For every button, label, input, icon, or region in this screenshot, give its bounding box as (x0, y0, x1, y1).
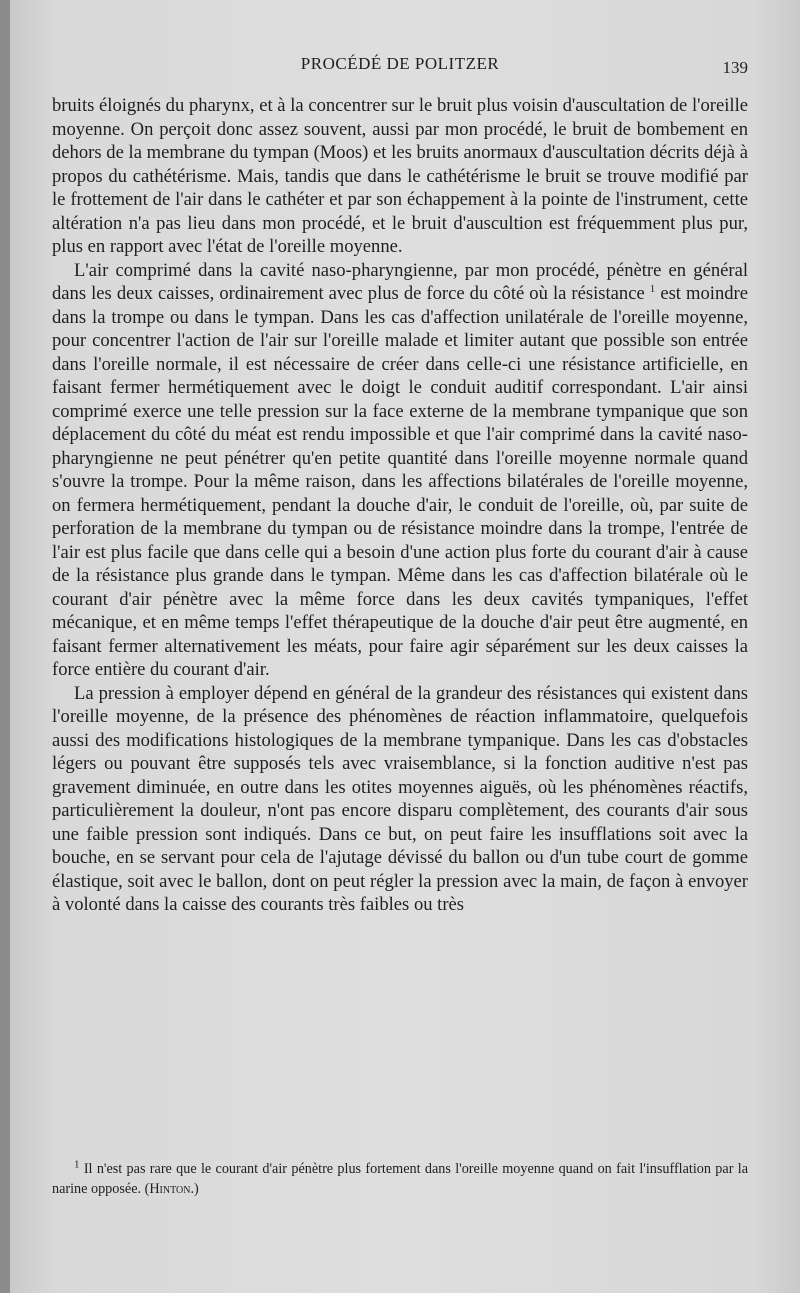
book-page (10, 0, 800, 1293)
paragraph-2 (52, 259, 748, 682)
paragraph-2-text-b: est moindre dans la trompe ou dans le tympan. Dans les cas d'affection unilatérale de l'oreille moyenne, pour concentrer l'action de l'air sur l'oreille malade et limiter autant que possible son entrée dans l'oreille normale, il est nécessaire de créer dans celle-ci une résistance artificielle, en faisant fermer hermétiquement avec le doigt le conduit auditif correspondant. L'air ainsi comprimé exerce une telle pression sur la face externe de la membrane tympanique que son déplacement du côté du méat est rendu impossible et que l'air comprimé dans la cavité naso-pharyngienne ne peut pénétrer qu'en petite quantité dans l'oreille moyenne normale quand s'ouvre la trompe. Pour la même raison, dans les affections bilatérales de l'oreille moyenne, on fermera hermétiquement, pendant la douche d'air, le conduit de l'oreille, où, par suite de perforation de la membrane du tympan ou de résistance moindre dans la trompe, l'entrée de l'air est plus facile que dans celle qui a besoin d'une action plus forte du courant d'air à cause de la résistance plus grande dans le tympan. Même dans les cas d'affection bilatérale où le courant d'air pénètre avec la même force dans les deux cavités tympaniques, l'effet mécanique, et en même temps l'effet thérapeutique de la douche d'air peut être augmenté, en faisant fermer alternativement les méats, pour faire agir séparément sur les deux caisses la force entière du courant d'air. (52, 283, 748, 680)
running-title: PROCÉDÉ DE POLITZER (300, 54, 500, 73)
footnote-marker: 1 (74, 1158, 80, 1171)
main-text (52, 94, 748, 917)
paragraph-1: bruits éloignés du pharynx, et à la concentrer sur le bruit plus voisin d'auscultation de l'oreille moyenne. On perçoit donc assez souvent, aussi par mon procédé, le bruit de bombement en dehors de la membrane du tympan (Moos) et les bruits anormaux d'auscultation décrits déjà à propos du cathétérisme. Mais, tandis que dans le cathétérisme le bruit se trouve modifié par le frottement de l'air dans le cathéter et par son échappement à la pointe de l'instrument, cette altération n'a pas lieu dans mon procédé, et le bruit d'auscultion est fréquemment plus pur, plus en rapport avec l'état de l'oreille moyenne. (52, 95, 748, 257)
footnote-text: Il n'est pas rare que le courant d'air pénètre plus fortement dans l'oreille moyenne quand on fait l'insufflation par la narine opposée. ( (52, 1161, 748, 1197)
footnote-reference: 1 (649, 282, 656, 295)
footnote (52, 1159, 748, 1199)
footnote-author: Hinton (149, 1181, 191, 1197)
paragraph-2-text-a: L'air comprimé dans la cavité naso-pharyngienne, par mon procédé, pénètre en général dans les deux caisses, ordinairement avec plus de force du côté où la résistance (52, 259, 748, 304)
paragraph-3: La pression à employer dépend en général de la grandeur des résistances qui existent dans l'oreille moyenne, de la présence des phénomènes de réaction inflammatoire, quelquefois aussi des modifications histologiques de la membrane tympanique. Dans les cas d'obstacles légers ou pouvant être supposés tels avec vraisemblance, si la fonction auditive n'est pas gravement diminuée, en outre dans les otites moyennes aiguës, où les phénomènes réactifs, particulièrement la douleur, n'ont pas encore disparu complètement, des courants d'air sous une faible pression sont indiqués. Dans ce but, on peut faire les insufflations soit avec la bouche, en se servant pour cela de l'ajutage dévissé du ballon ou d'un tube court de gomme élastique, soit avec le ballon, dont on peut régler la pression avec la main, de façon à envoyer à volonté dans la caisse des courants très faibles ou très (52, 682, 748, 915)
footnote-closing: .) (190, 1181, 199, 1197)
page-header (52, 54, 748, 84)
page-number: 139 (722, 58, 748, 77)
